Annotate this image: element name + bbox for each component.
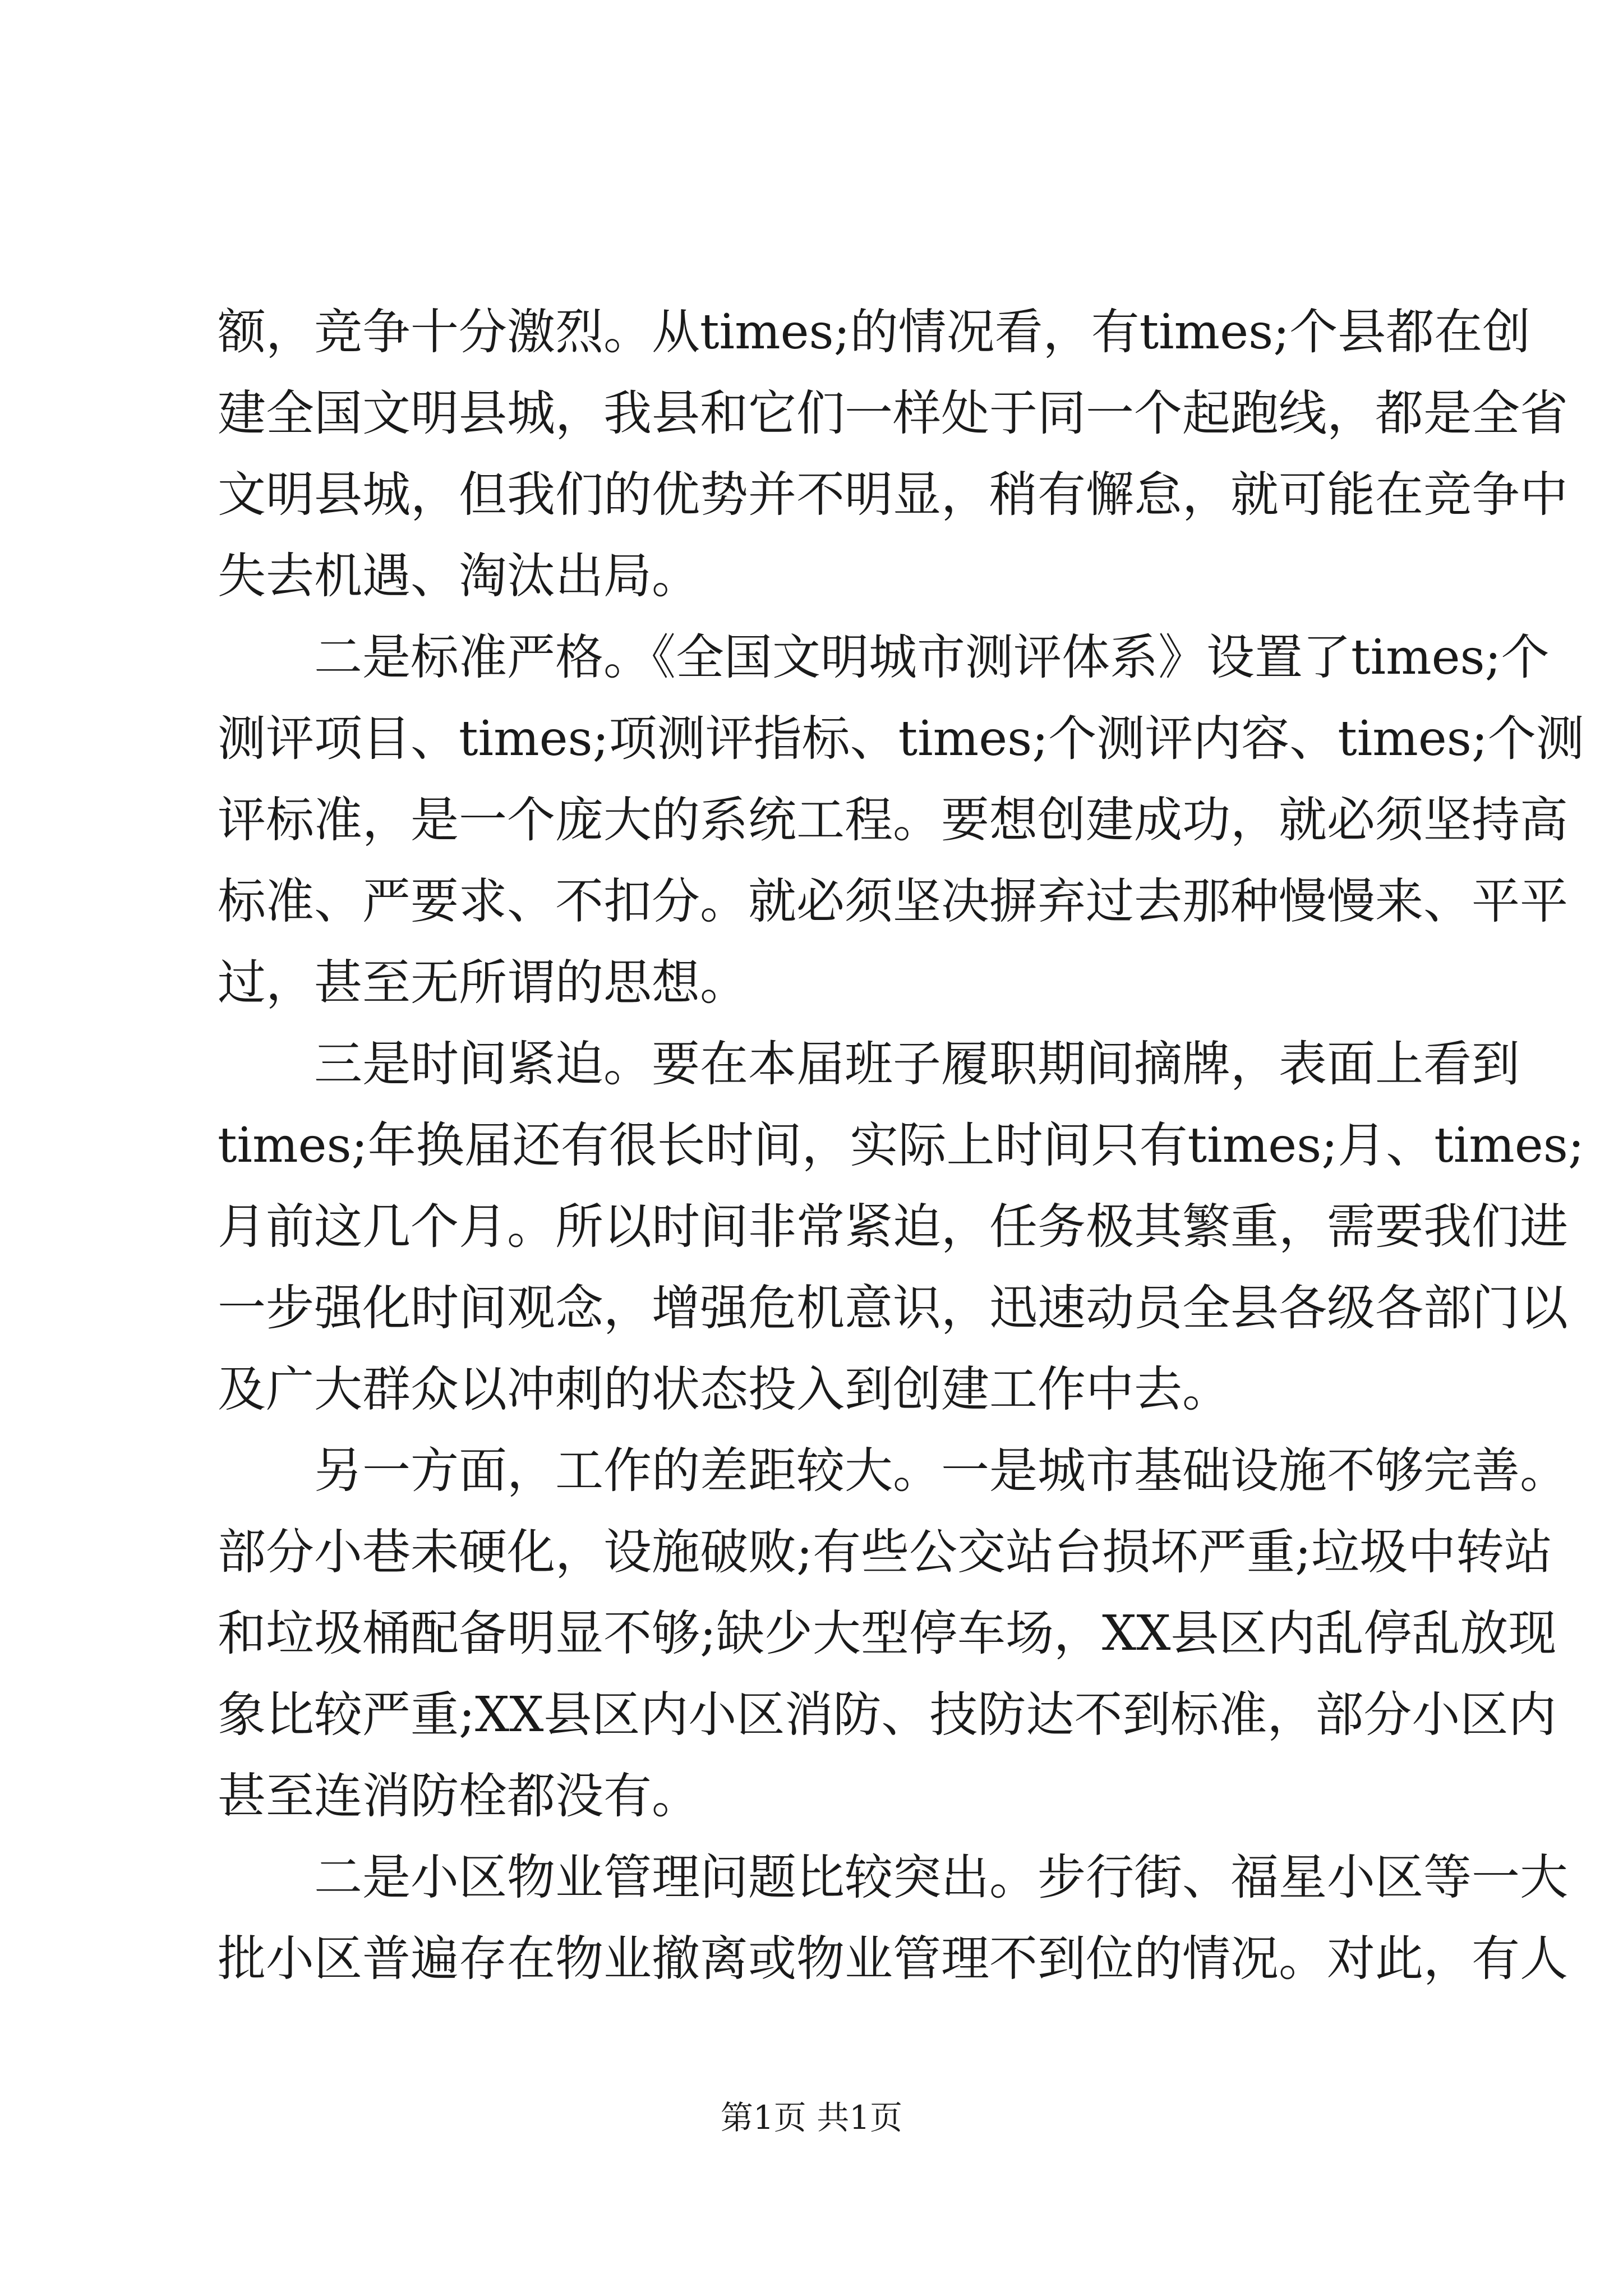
page-number-label: 第1页 共1页 bbox=[720, 2099, 903, 2137]
text-line: 甚至连消防栓都没有。 bbox=[218, 1768, 700, 1824]
text-line: 月前这几个月。所以时间非常紧迫，任务极其繁重，需要我们进 bbox=[218, 1199, 1568, 1255]
text-line: 一步强化时间观念，增强危机意识，迅速动员全县各级各部门以 bbox=[218, 1280, 1568, 1336]
text-line: 文明县城，但我们的优势并不明显，稍有懈怠，就可能在竞争中 bbox=[218, 467, 1568, 523]
document-body bbox=[218, 292, 1584, 2000]
text-line: 及广大群众以冲刺的状态投入到创建工作中去。 bbox=[218, 1361, 1230, 1418]
text-line: 标准、严要求、不扣分。就必须坚决摒弃过去那种慢慢来、平平 bbox=[218, 873, 1568, 930]
text-line: 额，竞争十分激烈。从times;的情况看，有times;个县都在创 bbox=[218, 304, 1531, 360]
text-line: 失去机遇、淘汰出局。 bbox=[218, 548, 700, 604]
page-footer bbox=[0, 2098, 1623, 2137]
text-line: 和垃圾桶配备明显不够;缺少大型停车场，XX县区内乱停乱放现 bbox=[218, 1605, 1557, 1662]
text-line: 二是小区物业管理问题比较突出。步行街、福星小区等一大 bbox=[218, 1849, 1568, 1906]
text-line: 测评项目、times;项测评指标、times;个测评内容、times;个测 bbox=[218, 711, 1584, 767]
text-line: 部分小巷未硬化，设施破败;有些公交站台损坏严重;垃圾中转站 bbox=[218, 1524, 1552, 1580]
text-line: 过，甚至无所谓的思想。 bbox=[218, 955, 748, 1011]
text-line: times;年换届还有很长时间，实际上时间只有times;月、times; bbox=[218, 1117, 1584, 1174]
text-line: 另一方面，工作的差距较大。一是城市基础设施不够完善。 bbox=[218, 1443, 1568, 1499]
text-line: 象比较严重;XX县区内小区消防、技防达不到标准，部分小区内 bbox=[218, 1687, 1557, 1743]
text-line: 建全国文明县城，我县和它们一样处于同一个起跑线，都是全省 bbox=[218, 385, 1568, 441]
text-line: 评标准，是一个庞大的系统工程。要想创建成功，就必须坚持高 bbox=[218, 792, 1568, 848]
text-line: 批小区普遍存在物业撤离或物业管理不到位的情况。对此，有人 bbox=[218, 1931, 1568, 1987]
text-line: 三是时间紧迫。要在本届班子履职期间摘牌，表面上看到 bbox=[218, 1036, 1520, 1092]
text-line: 二是标准严格。《全国文明城市测评体系》设置了times;个 bbox=[218, 629, 1550, 685]
